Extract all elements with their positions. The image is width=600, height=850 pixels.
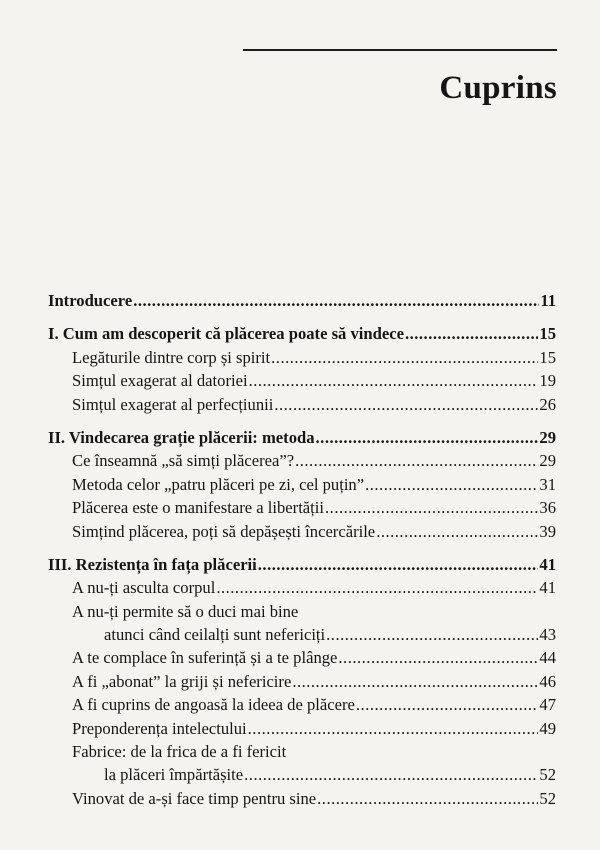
toc-entry-page: 29 (539, 451, 556, 471)
toc-entry-page: 15 (539, 324, 556, 344)
dot-leader (244, 763, 538, 786)
toc-section (48, 693, 556, 716)
toc-entry-page: 26 (539, 394, 556, 414)
dot-leader (292, 670, 538, 693)
toc-entry-label: Ce înseamnă „să simți plăcerea”? (72, 451, 295, 471)
toc-section (48, 369, 556, 392)
toc-section (48, 646, 556, 669)
toc-section-line: A nu-ți permite să o duci mai bine (72, 601, 299, 621)
dot-leader (317, 787, 538, 810)
toc-section (48, 449, 556, 472)
toc-entry-label: Vinovat de a-și face timp pentru sine (72, 788, 317, 808)
toc-entry-page: 19 (539, 371, 556, 391)
toc-entry-page: 49 (539, 718, 556, 738)
toc-chapter-1 (48, 322, 556, 345)
toc-entry-page: 29 (539, 427, 556, 447)
toc-section (48, 717, 556, 740)
dot-leader (338, 646, 538, 669)
dot-leader (248, 717, 539, 740)
toc-entry-label: la plăceri împărtășite (104, 765, 244, 785)
toc-entry-label: A fi „abonat” la griji și nefericire (72, 671, 292, 691)
toc-section (48, 346, 556, 369)
toc-entry-label: III. Rezistența în fața plăcerii (48, 554, 257, 574)
toc-section-line: Fabrice: de la frica de a fi fericit (72, 742, 287, 762)
toc-entry-label: A nu-ți asculta corpul (72, 578, 216, 598)
toc-entry-page: 41 (539, 578, 556, 598)
toc-entry-label: Simțul exagerat al datoriei (72, 371, 248, 391)
dot-leader (249, 369, 539, 392)
toc-entry-label: Simțind plăcerea, poți să depășești încercările (72, 521, 376, 541)
dot-leader (325, 496, 538, 519)
toc-entry-label: I. Cum am descoperit că plăcerea poate să vindece (48, 324, 404, 344)
toc-section (48, 520, 556, 543)
dot-leader (295, 449, 538, 472)
toc-section (48, 473, 556, 496)
toc-section (48, 670, 556, 693)
toc-entry-page: 15 (539, 347, 556, 367)
toc-entry-label: Preponderența intelectului (72, 718, 247, 738)
dot-leader (258, 553, 539, 576)
dot-leader (271, 346, 538, 369)
toc-section (48, 496, 556, 519)
toc-entry-page: 52 (539, 765, 556, 785)
toc-entry-page: 39 (539, 521, 556, 541)
dot-leader (405, 322, 538, 345)
toc-entry-label: II. Vindecarea grație plăcerii: metoda (48, 427, 315, 447)
toc-entry-label: Simțul exagerat al perfecțiunii (72, 394, 274, 414)
toc-entry-introducere (48, 289, 556, 312)
table-of-contents (48, 289, 556, 810)
toc-section (48, 623, 556, 646)
dot-leader (316, 426, 539, 449)
toc-entry-label: Introducere (48, 291, 133, 310)
dot-leader (133, 289, 539, 312)
toc-entry-page: 41 (539, 554, 556, 574)
toc-entry-page: 43 (539, 625, 556, 645)
toc-entry-page: 36 (539, 498, 556, 518)
toc-entry-page: 11 (540, 291, 556, 310)
toc-entry-label: Legăturile dintre corp și spirit (72, 347, 271, 367)
toc-entry-page: 47 (539, 695, 556, 715)
toc-section (48, 576, 556, 599)
toc-section (48, 763, 556, 786)
toc-entry-page: 31 (539, 474, 556, 494)
toc-section (48, 787, 556, 810)
dot-leader (356, 693, 539, 716)
toc-entry-page: 46 (539, 671, 556, 691)
toc-entry-page: 44 (539, 648, 556, 668)
dot-leader (376, 520, 538, 543)
title-rule (243, 49, 557, 51)
toc-entry-label: Plăcerea este o manifestare a libertății (72, 498, 325, 518)
toc-chapter-2 (48, 426, 556, 449)
dot-leader (326, 623, 538, 646)
toc-entry-label: A fi cuprins de angoasă la ideea de plăcere (72, 695, 355, 715)
toc-section (48, 393, 556, 416)
dot-leader (216, 576, 538, 599)
dot-leader (365, 473, 538, 496)
toc-entry-page: 52 (539, 788, 556, 808)
dot-leader (274, 393, 538, 416)
toc-entry-label: atunci când ceilalți sunt nefericiți (104, 625, 326, 645)
toc-chapter-3 (48, 553, 556, 576)
toc-entry-label: A te complace în suferință și a te plânge (72, 648, 338, 668)
page-title: Cuprins (439, 70, 557, 106)
toc-entry-label: Metoda celor „patru plăceri pe zi, cel puțin” (72, 474, 365, 494)
